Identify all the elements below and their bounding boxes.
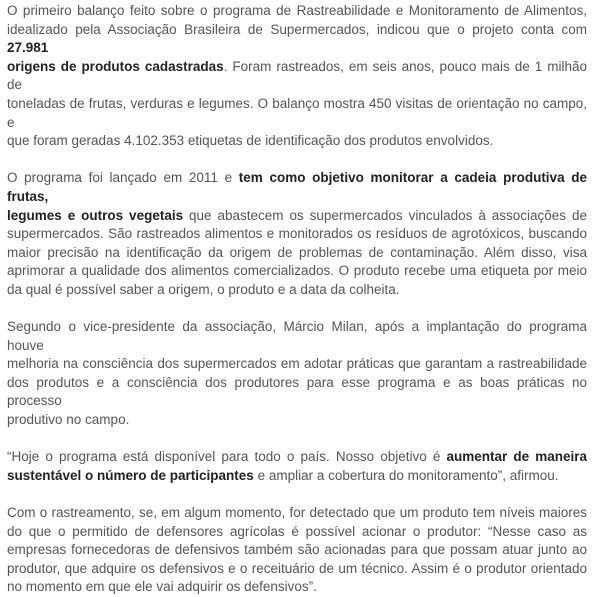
- paragraph-line: [7, 467, 587, 486]
- paragraph-line: [7, 448, 587, 467]
- paragraph-line: [7, 281, 587, 300]
- text-run: O primeiro balanço feito sobre o programa de Rastreabilidade e Monitoramento de Alimentos,: [7, 3, 587, 18]
- text-run: . Foram rastreados, em seis anos, pouco mais de 1 milhão de: [7, 58, 587, 93]
- paragraph-line: [7, 411, 587, 430]
- article-paragraph: [7, 504, 587, 597]
- text-run: Segundo o vice-presidente da associação, Márcio Milan, após a implantação do programa houve: [7, 319, 587, 353]
- paragraph-line: [7, 2, 587, 21]
- paragraph-line: [7, 58, 587, 95]
- text-run: O programa foi lançado em 2011 e: [7, 170, 239, 186]
- paragraph-line: [7, 318, 587, 355]
- paragraph-line: [7, 355, 587, 374]
- paragraph-line: [7, 21, 587, 58]
- paragraph-line: [7, 95, 587, 132]
- emphasized-text: legumes e outros vegetais: [7, 207, 184, 223]
- paragraph-line: [7, 244, 587, 263]
- text-run: Com o rastreamento, se, em algum momento, for detectado que um produto tem níveis maiores: [7, 505, 587, 521]
- paragraph-line: [7, 225, 587, 244]
- paragraph-line: [7, 541, 587, 560]
- text-run: da qual é possível saber a origem, o produto e a data da colheita.: [7, 281, 400, 297]
- paragraph-line: [7, 262, 587, 281]
- article-paragraph: [7, 2, 587, 151]
- paragraph-line: [7, 207, 587, 226]
- text-run: “Hoje o programa está disponível para todo o país. Nosso objetivo é: [7, 449, 447, 465]
- text-run: aprimorar a qualidade dos alimentos comercializados. O produto recebe uma etiqueta por meio: [7, 263, 587, 279]
- text-run: do que o permitido de defensores agrícolas é possível acionar o produtor: “Nesse caso as: [7, 523, 587, 539]
- emphasized-text: 27.981: [7, 40, 49, 56]
- article-paragraph: [7, 448, 587, 485]
- text-run: que abastecem os supermercados vinculados à associações de: [183, 207, 587, 223]
- text-run: idealizado pela Associação Brasileira de Supermercados, indicou que o projeto conta com: [7, 21, 587, 37]
- text-run: supermercados. São rastreados alimentos e monitorados os resíduos de agrotóxicos, buscando: [7, 226, 587, 242]
- emphasized-text: origens de produtos cadastradas: [7, 58, 224, 74]
- paragraph-line: [7, 578, 587, 597]
- text-run: maior precisão na identificação da origem de problemas de contaminação. Além disso, visa: [7, 244, 587, 260]
- text-run: empresas fornecedoras de defensivos também são acionadas para que possam atuar junto ao: [7, 542, 587, 558]
- paragraph-line: [7, 523, 587, 542]
- text-run: dos produtos e a consciência dos produtores para esse programa e as boas práticas no processo: [7, 374, 587, 409]
- text-run: melhoria na consciência dos supermercados em adotar práticas que garantam a rastreabilidade: [7, 356, 587, 372]
- paragraph-line: [7, 169, 587, 206]
- text-run: que foram geradas 4.102.353 etiquetas de identificação dos produtos envolvidos.: [7, 133, 494, 149]
- emphasized-text: aumentar de maneira: [446, 449, 587, 465]
- paragraph-line: [7, 560, 587, 579]
- text-run: e ampliar a cobertura do monitoramento”, afirmou.: [253, 467, 559, 483]
- paragraph-line: [7, 374, 587, 411]
- paragraph-line: [7, 504, 587, 523]
- text-run: produtivo no campo.: [7, 412, 130, 428]
- article-paragraph: [7, 318, 587, 430]
- text-run: toneladas de frutas, verduras e legumes. O balanço mostra 450 visitas de orientação no campo, e: [7, 95, 587, 130]
- article-paragraph: [7, 169, 587, 299]
- text-run: produtor, que adquire os defensivos e o receituário de um técnico. Assim é o produtor orientado: [7, 560, 587, 576]
- text-run: no momento em que ele vai adquirir os defensivos”.: [7, 579, 317, 595]
- emphasized-text: tem como objetivo monitorar a cadeia produtiva de frutas,: [7, 170, 587, 204]
- emphasized-text: sustentável o número de participantes: [7, 467, 254, 483]
- paragraph-line: [7, 132, 587, 151]
